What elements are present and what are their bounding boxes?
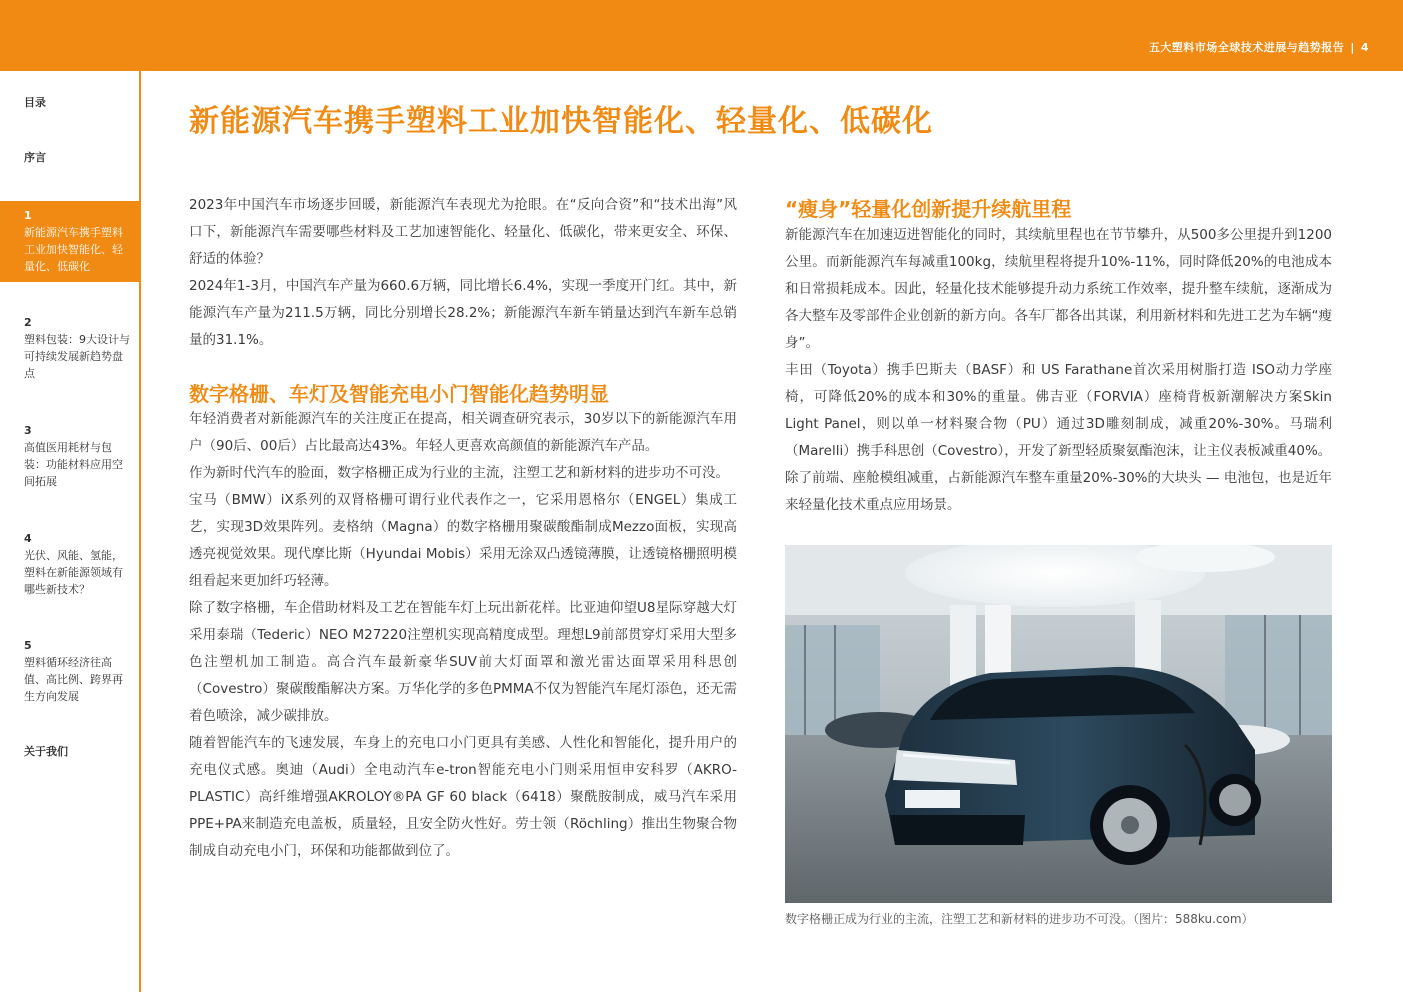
toc-item-label: 塑料循环经济往高值、高比例、跨界再生方向发展: [24, 656, 123, 703]
toc-item-chapter-5[interactable]: [0, 637, 139, 705]
header-separator: |: [1350, 41, 1355, 54]
left-column: [189, 192, 737, 354]
paragraph: 作为新时代汽车的脸面，数字格栅正成为行业的主流，注塑工艺和新材料的进步功不可没。: [189, 465, 729, 481]
toc-item-label: 关于我们: [24, 745, 68, 758]
paragraph: 随着智能汽车的飞速发展，车身上的充电口小门更具有美感、人性化和智能化，提升用户的充电仪式感。奥迪（Audi）全电动汽车e-tron智能充电小门则采用恒申安科罗（AKRO-PLASTIC）高纤维增强AKROLOY®PA GF 60 black（6418）聚酰胺制成，威马汽车采用PPE+PA来制造充电盖板，质量轻，且安全防火性好。劳士领（Röchling）推出生物聚合物制成自动充电小门，环保和功能都做到位了。: [189, 735, 737, 859]
toc-item-number: 5: [24, 639, 32, 652]
table-of-contents: [0, 71, 141, 992]
top-banner: [0, 0, 1403, 71]
page-title: 新能源汽车携手塑料工业加快智能化、轻量化、低碳化: [189, 104, 933, 139]
paragraph: 宝马（BMW）iX系列的双肾格栅可谓行业代表作之一，它采用恩格尔（ENGEL）集成工艺，实现3D效果阵列。麦格纳（Magna）的数字格栅用聚碳酸酯制成Mezzo面板，实现高透亮视觉效果。现代摩比斯（Hyundai Mobis）采用无涂双凸透镜薄膜，让透镜格栅照明模组看起来更加纤巧轻薄。: [189, 492, 737, 589]
toc-item-number: 1: [24, 209, 32, 222]
toc-item-about-us[interactable]: [0, 743, 139, 760]
right-column: [785, 222, 1332, 519]
toc-item-chapter-4[interactable]: [0, 530, 139, 598]
toc-item-contents[interactable]: [0, 94, 139, 111]
intro-paragraph-1: 2023年中国汽车市场逐步回暖，新能源汽车表现尤为抢眼。在“反向合资”和“技术出海”风口下，新能源汽车需要哪些材料及工艺加速智能化、轻量化、低碳化，带来更安全、环保、舒适的体验？: [189, 197, 737, 267]
toc-item-label: 光伏、风能、氢能，塑料在新能源领域有哪些新技术？: [24, 549, 123, 596]
section-title-lightweight: “瘦身”轻量化创新提升续航里程: [785, 197, 1072, 221]
toc-item-label: 塑料包装：9大设计与可持续发展新趋势盘点: [24, 333, 130, 380]
report-header: [1149, 39, 1369, 55]
toc-item-chapter-2[interactable]: [0, 314, 139, 382]
toc-item-label: 序言: [24, 151, 46, 164]
paragraph: 新能源汽车在加速迈进智能化的同时，其续航里程也在节节攀升，从500多公里提升到1200公里。而新能源汽车每减重100kg，续航里程将提升10%-11%，同时降低20%的电池成本和日常损耗成本。因此，轻量化技术能够提升动力系统工作效率，提升整车续航，逐渐成为各大整车及零部件企业创新的新方向。各车厂都各出其谋，利用新材料和先进工艺为车辆“瘦身”。: [785, 227, 1332, 351]
toc-item-number: 2: [24, 316, 32, 329]
car-showroom-photo: [785, 545, 1332, 903]
paragraph: 年轻消费者对新能源汽车的关注度正在提高，相关调查研究表示，30岁以下的新能源汽车用户（90后、00后）占比最高达43%。年轻人更喜欢高颜值的新能源汽车产品。: [189, 411, 737, 454]
section-title-smart: 数字格栅、车灯及智能充电小门智能化趋势明显: [189, 382, 609, 406]
paragraph: 丰田（Toyota）携手巴斯夫（BASF）和 US Farathane首次采用树脂打造 ISO动力学座椅，可降低20%的成本和30%的重量。佛吉亚（FORVIA）座椅背板新潮解决方案Skin Light Panel，则以单一材料聚合物（PU）通过3D雕刻制成，减重20%-30%。马瑞利（Marelli）携手科思创（Covestro），开发了新型轻质聚氨酯泡沫，让主仪表板减重40%。: [785, 362, 1332, 459]
toc-item-label: 新能源汽车携手塑料工业加快智能化、轻量化、低碳化: [24, 226, 123, 273]
smart-section-body: [189, 406, 737, 865]
toc-item-chapter-1[interactable]: [0, 201, 139, 282]
toc-item-chapter-3[interactable]: [0, 422, 139, 490]
toc-item-number: 3: [24, 424, 32, 437]
paragraph: 除了数字格栅，车企借助材料及工艺在智能车灯上玩出新花样。比亚迪仰望U8星际穿越大灯采用泰瑞（Tederic）NEO M27220注塑机实现高精度成型。理想L9前部贯穿灯采用大型多色注塑机加工制造。高合汽车最新豪华SUV前大灯面罩和激光雷达面罩采用科思创（Covestro）聚碳酸酯解决方案。万华化学的多色PMMA不仅为智能汽车尾灯添色，还无需着色喷涂，减少碳排放。: [189, 600, 737, 724]
toc-item-label: 高值医用耗材与包装：功能材料应用空间拓展: [24, 441, 123, 488]
intro-paragraph-2: 2024年1-3月，中国汽车产量为660.6万辆，同比增长6.4%，实现一季度开门红。其中，新能源汽车产量为211.5万辆，同比分别增长28.2%；新能源汽车新车销量达到汽车新车总销量的31.1%。: [189, 278, 737, 348]
toc-item-number: 4: [24, 532, 32, 545]
page-number: 4: [1360, 41, 1369, 54]
image-caption: 数字格栅正成为行业的主流，注塑工艺和新材料的进步功不可没。（图片：588ku.com）: [785, 912, 1254, 926]
paragraph: 除了前端、座舱模组减重，占新能源汽车整车重量20%-30%的大块头 — 电池包，也是近年来轻量化技术重点应用场景。: [785, 470, 1332, 513]
car-showroom-illustration: [785, 545, 1332, 903]
report-title: 五大塑料市场全球技术进展与趋势报告: [1148, 41, 1345, 54]
toc-item-label: 目录: [24, 96, 46, 109]
toc-item-preface[interactable]: [0, 149, 139, 166]
